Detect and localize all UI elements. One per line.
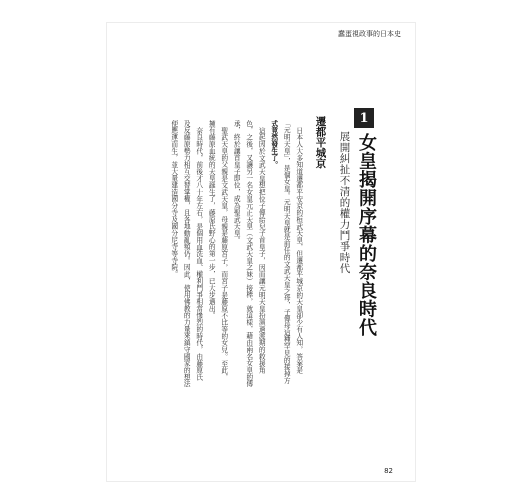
body-line: 及反藤原勢力相互交替掌權，且各地動亂頻仍。因此，使用佛教的力量來鎮守國家的想法 <box>182 120 191 388</box>
body-line: 「元明天皇」，是個女皇。元明天皇就是前任的文武天皇之母，子傳母這種罕見的接掉方 <box>282 120 291 384</box>
chapter-number-badge: 1 <box>354 108 374 128</box>
running-header: 蠢蛋視政事的日本史 <box>338 30 401 38</box>
body-line: 擁有藤原血統的天皇誕生了，藤原氏野心的第一步，已大步邁出。 <box>207 120 216 319</box>
body-line: 式竟然發生了。 <box>269 120 278 168</box>
body-line: 日本人大多知道遷都平安京的桓武天皇，但遷都平城京的天皇卻少有人知，答案是 <box>294 127 303 374</box>
body-line: 這起因於文武天皇想把位子傳給兒子首皇子，因而讓元明天皇扮演過渡期的救援角 <box>257 127 266 374</box>
chapter-title: 女皇揭開序幕的奈良時代 <box>356 133 377 337</box>
body-line: 奈良時代，前後才八十年左右，是個用血洗血、權利鬥爭相當慘烈的時代，由藤原氏 <box>194 127 203 381</box>
body-line: 承，終於讓首皇子即位，成為聖武天皇。 <box>232 120 241 244</box>
body-line: 便應運而生，並大量建造國分寺及國分尼寺等寺院。 <box>169 120 178 278</box>
chapter-subtitle: 展開糾扯不清的權力鬥爭時代 <box>338 131 351 274</box>
body-line: 色，之後，又讓另一名女皇元正天皇（文武天皇之妹）接棒，就這樣，藉由兩名女皇的傳 <box>244 120 253 388</box>
page-number: 82 <box>384 467 393 475</box>
section-title: 遷都平城京 <box>314 116 327 169</box>
body-line: 聖武天皇的父親是文武天皇，母親是藤原宮子，而宮子是藤原不比等的女兒。至此， <box>219 127 228 381</box>
book-page <box>106 22 416 482</box>
